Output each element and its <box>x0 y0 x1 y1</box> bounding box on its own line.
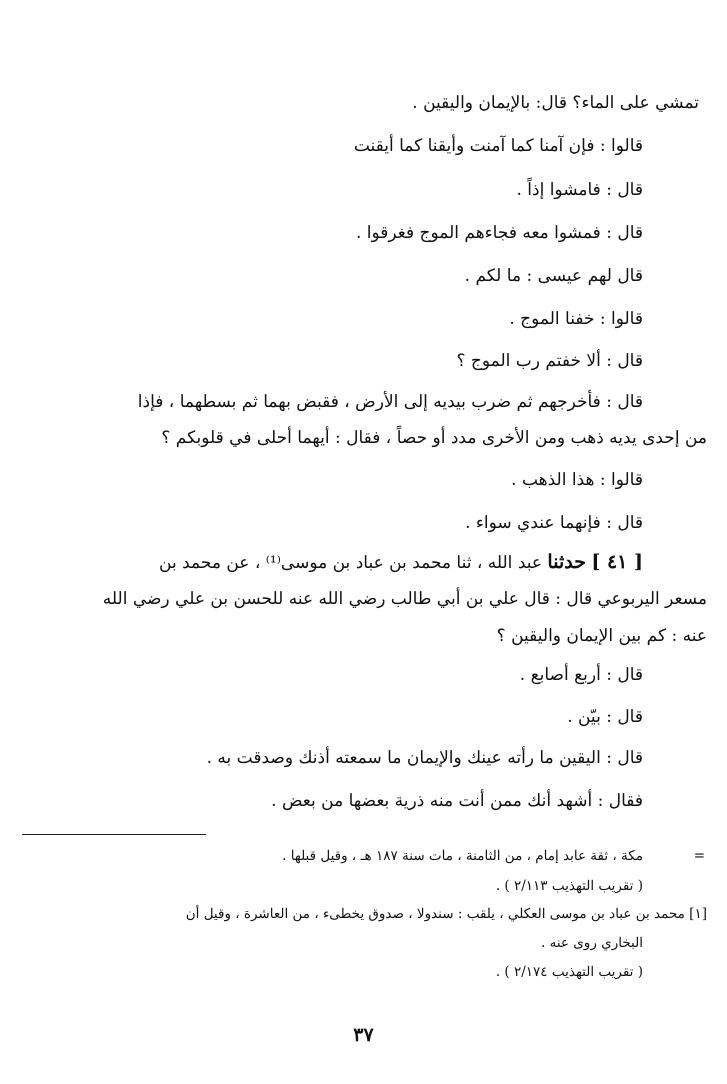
text-line-7: قال : ألا خفتم رب الموج ؟ <box>456 351 643 371</box>
text-line-10: قالوا : هذا الذهب . <box>511 470 643 490</box>
footnote-continuation-marker: = <box>693 848 705 864</box>
page-number: ٣٧ <box>353 1024 374 1046</box>
footnote-continuation-line-1: مكة ، ثقة عابد إمام ، من الثامنة ، مات سنة ١٨٧ هـ ، وقيل قبلها . <box>282 848 643 864</box>
text-line-4: قال : فمشوا معه فجاءهم الموج فغرقوا . <box>355 223 643 243</box>
text-line-5: قال لهم عيسى : ما لكم . <box>464 266 643 286</box>
hadith-header-line <box>20 551 643 574</box>
hadith-number: [ ٤١ ] <box>591 551 643 573</box>
text-line-11: قال : فإنهما عندي سواء . <box>465 513 643 533</box>
hadith-line-7: فقال : أشهد أنك ممن أنت منه ذرية بعضها من بعض . <box>271 791 643 811</box>
text-line-6: قالوا : خفنا الموج . <box>509 309 643 329</box>
footnote-1-line-3: ( تقريب التهذيب ٢/١٧٤ ) . <box>495 964 643 980</box>
text-line-3: قال : فامشوا إذاً . <box>516 180 643 200</box>
hadith-line-6: قال : اليقين ما رأته عينك والإيمان ما سمعته أذنك وصدقت به . <box>206 748 643 768</box>
footnote-1-line-2: البخاري روى عنه . <box>541 935 643 951</box>
hadith-line-5: قال : بيّن . <box>567 707 643 727</box>
hadith-chain-line-3: عنه : كم بين الإيمان واليقين ؟ <box>496 626 707 646</box>
hadith-chain-line-2: مسعر اليربوعي قال : قال علي بن أبي طالب رضي الله عنه للحسن بن علي رضي الله <box>102 589 707 609</box>
text-line-8: قال : فأخرجهم ثم ضرب بيديه إلى الأرض ، فقبض بهما ثم بسطهما ، فإذا <box>137 392 643 412</box>
hadith-line-4: قال : أربع أصابع . <box>519 665 643 685</box>
footnote-1-line-1: [١] محمد بن عباد بن موسى العكلي ، يلقب : سندولا ، صدوق يخطىء ، من العاشرة ، وقيل أن <box>185 906 707 922</box>
hadith-chain-line-1: عبد الله ، ثنا محمد بن عباد بن موسى⁽¹⁾ ، عن محمد بن <box>159 553 543 573</box>
footnote-separator <box>22 834 206 835</box>
text-line-1: تمشي على الماء؟ قال: بالإيمان واليقين . <box>412 93 699 113</box>
footnote-continuation-line-2: ( تقريب التهذيب ٢/١١٣ ) . <box>495 878 643 894</box>
text-line-2: قالوا : فإن آمنا كما آمنت وأيقنا كما أيقنت <box>353 136 643 156</box>
text-line-9: من إحدى يديه ذهب ومن الأخرى مدد أو حصاً ، فقال : أيهما أحلى في قلوبكم ؟ <box>161 428 707 448</box>
hadith-narrated-word: حدثنا <box>547 551 586 573</box>
